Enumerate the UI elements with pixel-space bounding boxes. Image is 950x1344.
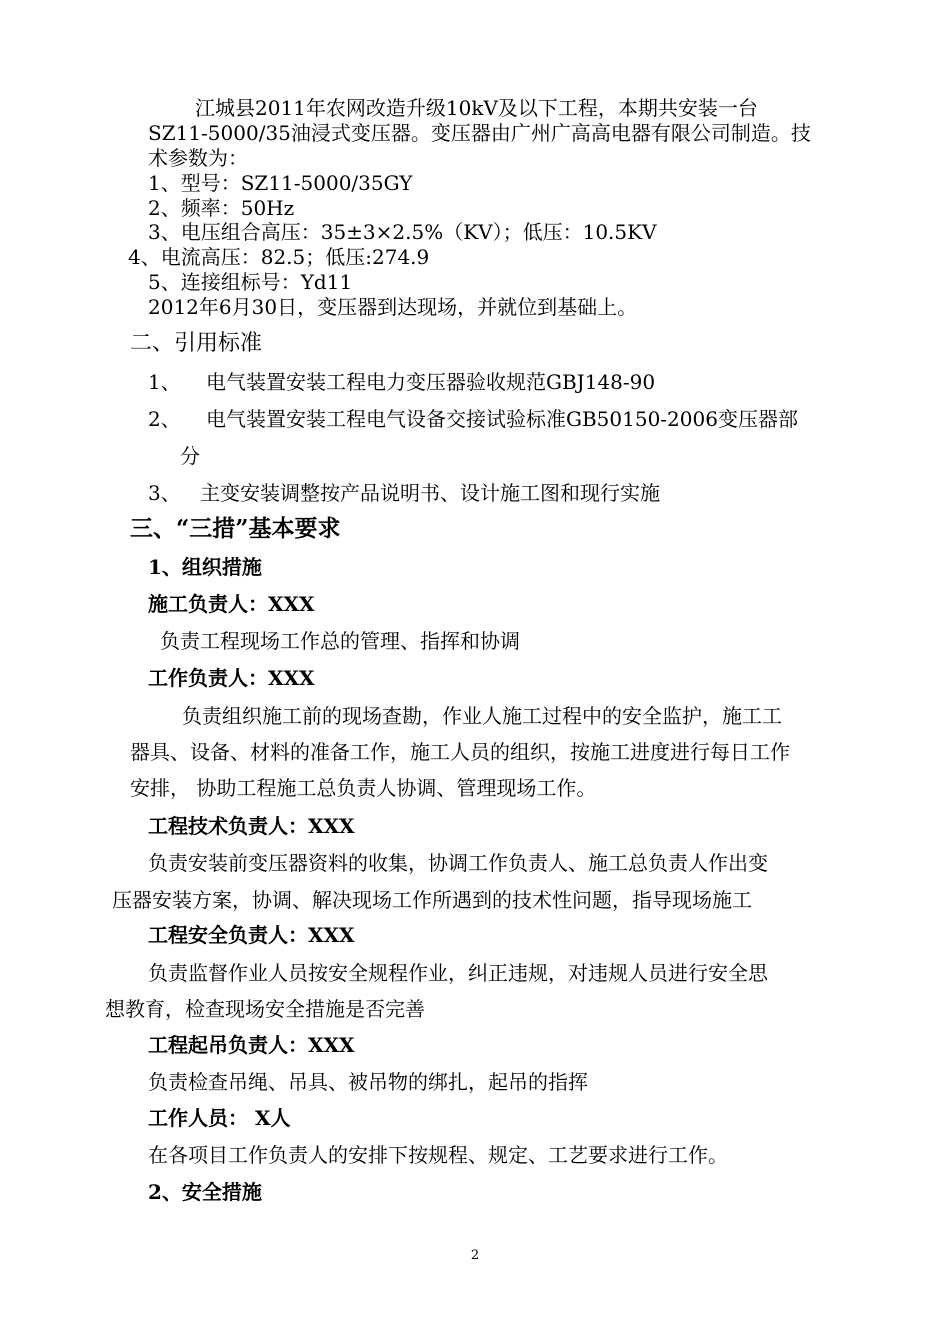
standard-item-3 bbox=[148, 481, 660, 505]
safety-lead-desc-line-2: 想教育，检查现场安全措施是否完善 bbox=[105, 997, 425, 1021]
intro-line-2: SZ11-5000/35油浸式变压器。变压器由广州广高高电器有限公司制造。技 bbox=[148, 121, 811, 145]
arrival-note: 2012年6月30日，变压器到达现场，并就位到基础上。 bbox=[148, 295, 638, 319]
safety-lead-heading: 工程安全负责人：XXX bbox=[148, 923, 355, 947]
standard-text: 电气装置安装工程电力变压器验收规范GBJ148-90 bbox=[206, 370, 656, 394]
safety-lead-desc-line-1: 负责监督作业人员按安全规程作业，纠正违规，对违规人员进行安全思 bbox=[148, 961, 768, 985]
standard-text: 主变安装调整按产品说明书、设计施工图和现行实施 bbox=[200, 481, 660, 505]
param-voltage: 3、电压组合高压：35±3×2.5%（KV）；低压：10.5KV bbox=[148, 220, 657, 244]
standard-number: 2、 bbox=[148, 407, 181, 431]
work-lead-desc-line-1: 负责组织施工前的现场查勘，作业人施工过程中的安全监护，施工工 bbox=[182, 704, 782, 728]
intro-line-1: 江城县2011年农网改造升级10kV及以下工程，本期共安装一台 bbox=[195, 96, 758, 120]
param-current: 4、电流高压：82.5；低压:274.9 bbox=[128, 245, 430, 269]
standard-text: 电气装置安装工程电气设备交接试验标准GB50150-2006变压器部 bbox=[206, 407, 798, 431]
work-lead-desc-line-3: 安排， 协助工程施工总负责人协调、管理现场工作。 bbox=[130, 776, 597, 800]
param-frequency: 2、频率：50Hz bbox=[148, 196, 295, 220]
tech-lead-desc-line-2: 压器安装方案，协调、解决现场工作所遇到的技术性问题，指导现场施工 bbox=[112, 888, 752, 912]
param-connection: 5、连接组标号：Yd11 bbox=[148, 270, 353, 294]
intro-line-3: 术参数为： bbox=[148, 146, 248, 170]
lifting-lead-heading: 工程起吊负责人：XXX bbox=[148, 1033, 355, 1057]
workers-desc: 在各项目工作负责人的安排下按规程、规定、工艺要求进行工作。 bbox=[148, 1143, 728, 1167]
lifting-lead-desc: 负责检查吊绳、吊具、被吊物的绑扎，起吊的指挥 bbox=[148, 1070, 588, 1094]
tech-lead-heading: 工程技术负责人：XXX bbox=[148, 814, 355, 838]
standard-item-2 bbox=[148, 407, 798, 431]
subsection-safety: 2、安全措施 bbox=[148, 1180, 262, 1204]
standard-number: 3、 bbox=[148, 481, 181, 505]
section-3-title: 三、“三措”基本要求 bbox=[130, 515, 341, 542]
construction-lead-heading: 施工负责人：XXX bbox=[148, 592, 315, 616]
subsection-organization: 1、组织措施 bbox=[148, 555, 262, 579]
workers-heading: 工作人员： X人 bbox=[148, 1106, 291, 1130]
standard-number: 1、 bbox=[148, 370, 181, 394]
section-2-title: 二、引用标准 bbox=[130, 331, 263, 356]
work-lead-desc-line-2: 器具、设备、材料的准备工作，施工人员的组织，按施工进度进行每日工作 bbox=[130, 740, 790, 764]
tech-lead-desc-line-1: 负责安装前变压器资料的收集，协调工作负责人、施工总负责人作出变 bbox=[148, 851, 768, 875]
standard-item-1 bbox=[148, 370, 655, 394]
standard-item-2-continuation: 分 bbox=[180, 444, 200, 468]
param-model: 1、型号：SZ11-5000/35GY bbox=[148, 171, 413, 195]
construction-lead-desc: 负责工程现场工作总的管理、指挥和协调 bbox=[160, 629, 520, 653]
page-number: 2 bbox=[470, 1248, 480, 1263]
work-lead-heading: 工作负责人：XXX bbox=[148, 666, 315, 690]
